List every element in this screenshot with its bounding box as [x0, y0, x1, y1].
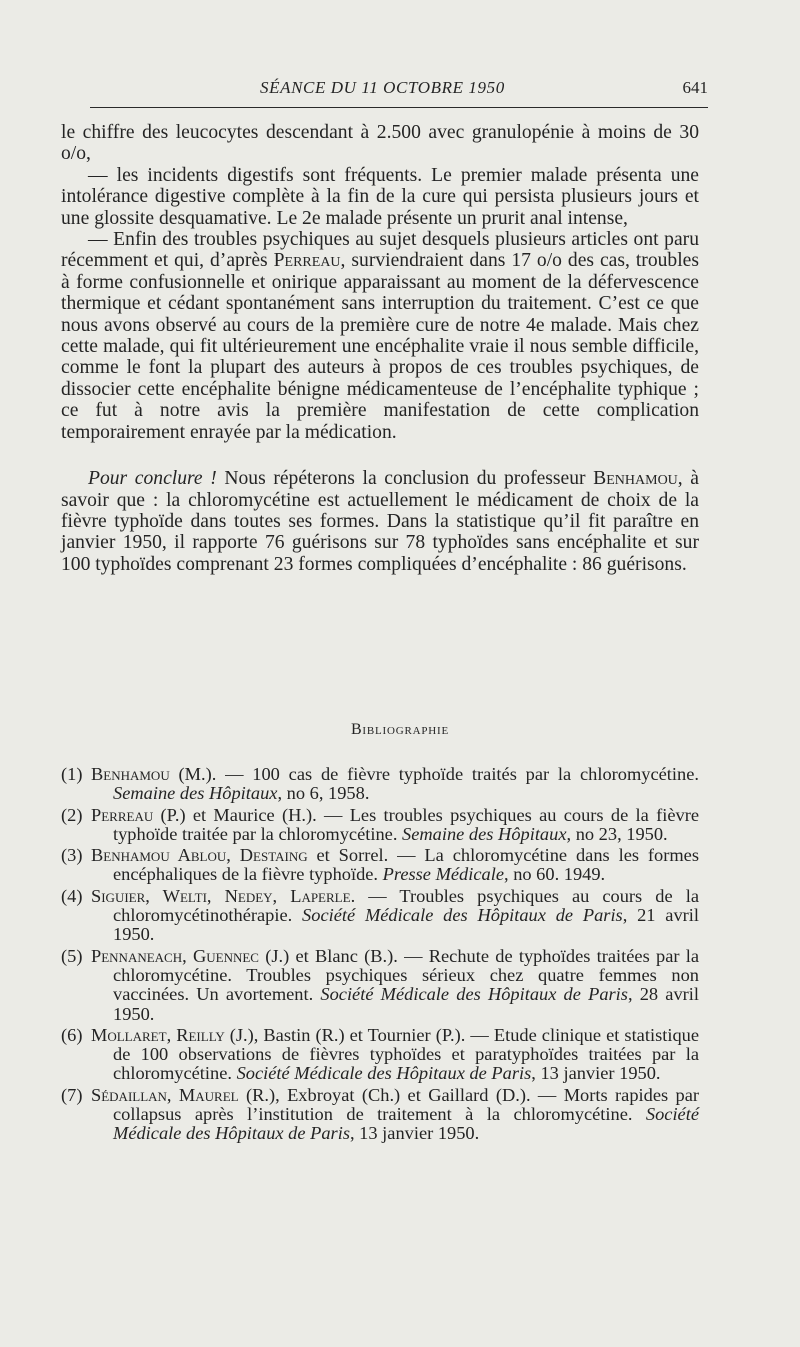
reference-text — [91, 806, 699, 845]
reference-authors: Sédaillan, Maurel — [91, 1084, 239, 1105]
author-name: Perreau — [273, 250, 341, 272]
reference-authors: Mollaret, Reilly — [91, 1024, 225, 1045]
reference-text — [91, 765, 699, 804]
paragraph-text: , à savoir que : la chloromycétine est actuellement le médicament de choix de la fièvre typhoïde dans toutes ses formes. Dans la statistique qu’il fit paraître en janvier 1950, il rapporte 76 guérisons sur 78 typhoïdes sans encéphalite et sur 100 typhoïdes comprenant 23 formes compliquées d’encéphalite : 86 guérisons. — [61, 468, 699, 575]
reference-authors: Benhamou — [91, 764, 170, 784]
reference-tail: , 13 janvier 1950. — [349, 1123, 480, 1144]
reference-source: Semaine des Hôpitaux — [113, 783, 278, 804]
bibliography-entry — [61, 947, 699, 1024]
reference-authors: Pennaneach, Guennec — [91, 945, 259, 966]
reference-text — [91, 1026, 699, 1084]
reference-source: Société Médicale des Hôpitaux de Paris — [236, 1063, 532, 1084]
reference-text — [91, 947, 699, 1024]
page-number: 641 — [682, 78, 708, 97]
reference-source: Presse Médicale — [382, 864, 504, 885]
reference-tail: , 21 avril 1950. — [113, 905, 699, 945]
reference-number: (6) — [61, 1024, 83, 1045]
reference-title: (M.). — 100 cas de fièvre typhoïde traités par la chloromycétine. — [169, 764, 699, 784]
reference-source: Société Médicale des Hôpitaux de Paris — [302, 905, 623, 926]
article-body — [61, 122, 699, 575]
bibliography-entry — [61, 1026, 699, 1084]
reference-tail: , no 23, 1950. — [566, 823, 668, 844]
reference-title: (R.), Exbroyat (Ch.) et Gaillard (D.). — Morts rapides par collapsus après l’institution de traitement à la chloromycétine. — [113, 1084, 699, 1125]
bibliography-entry — [61, 765, 699, 804]
paragraph-text: Nous répéterons la conclusion du professeur — [216, 468, 594, 490]
reference-text — [91, 846, 699, 885]
reference-title: et Sorrel. — La chloromycétine dans les formes encéphaliques de la fièvre typhoïde. — [113, 845, 699, 885]
paragraph-conclusion — [61, 468, 699, 575]
reference-tail: , no 6, 1958. — [277, 783, 370, 804]
bibliography-entry — [61, 1086, 699, 1144]
reference-number: (4) — [61, 885, 83, 906]
reference-number: (5) — [61, 945, 83, 966]
reference-title: (J.) et Blanc (B.). — Rechute de typhoïdes traitées par la chloromycétine. Troubles psychiques sérieux chez quatre femmes non vaccinées. Un avortement. — [113, 945, 699, 1005]
reference-source: Société Médicale des Hôpitaux de Paris — [113, 1104, 699, 1144]
reference-source: Société Médicale des Hôpitaux de Paris — [320, 984, 628, 1005]
paragraph-psychic-troubles — [61, 229, 699, 443]
conclusion-lead: Pour conclure ! — [88, 468, 217, 490]
reference-title: (J.), Bastin (R.) et Tournier (P.). — Etude clinique et statistique de 100 observations de fièvres typhoïdes et paratyphoïdes traitées par la chloromycétine. — [113, 1024, 699, 1084]
reference-number: (3) — [61, 845, 83, 866]
reference-text — [91, 1086, 699, 1144]
reference-authors: Benhamou Ablou, Destaing — [91, 845, 308, 866]
bibliography-entry — [61, 846, 699, 885]
paragraph-text: , surviendraient dans 17 o/o des cas, troubles à forme confusionnelle et onirique apparaissant au moment de la défervescence thermique et cédant spontanément sans interruption du traitement. C’est ce que nous avons observé au cours de la première cure de notre 4e malade. Mais chez cette malade, qui fit ultérieurement une encéphalite vraie il nous semble difficile, comme le font la plupart des auteurs à propos de ces troubles psychiques, de dissocier cette encéphalite bénigne médicamenteuse de l’encéphalite typhique ; ce fut à notre avis la première manifestation de cette complication temporairement enrayée par la médication. — [61, 250, 699, 443]
reference-tail: , 28 avril 1950. — [113, 984, 699, 1024]
reference-text — [91, 887, 699, 945]
reference-number: (2) — [61, 804, 83, 825]
reference-source: Semaine des Hôpitaux — [402, 823, 567, 844]
reference-authors: Siguier, Welti, Nedey, Laperle — [91, 885, 351, 906]
bibliography-entry — [61, 887, 699, 945]
reference-number: (1) — [61, 764, 83, 784]
running-title: SÉANCE DU 11 OCTOBRE 1950 — [260, 78, 505, 97]
paragraph-digestive-incidents: — les incidents digestifs sont fréquents. Le premier malade présenta une intolérance digestive complète à la fin de la cure qui persista plusieurs jours et une glossite desquamative. Le 2e malade présente un prurit anal intense, — [61, 164, 699, 229]
reference-title: . — Troubles psychiques au cours de la chloromycétinothérapie. — [113, 885, 699, 926]
reference-tail: , 13 janvier 1950. — [531, 1063, 661, 1084]
reference-authors: Perreau — [91, 804, 154, 825]
author-name: Benhamou — [593, 468, 678, 490]
header-rule — [90, 107, 708, 108]
paragraph-text: — Enfin des troubles psychiques au sujet desquels plusieurs articles ont paru récemment et qui, d’après — [61, 229, 699, 272]
page-header — [90, 78, 708, 102]
bibliography-heading: Bibliographie — [350, 721, 450, 738]
reference-title: (P.) et Maurice (H.). — Les troubles psychiques au cours de la fièvre typhoïde traitée par la chloromycétine. — [113, 804, 699, 844]
reference-tail: , no 60. 1949. — [504, 864, 606, 885]
bibliography-list — [61, 765, 699, 1146]
bibliography-entry — [61, 806, 699, 845]
paragraph-leucocytes: le chiffre des leucocytes descendant à 2.500 avec granulopénie à moins de 30 o/o, — [61, 122, 699, 165]
reference-number: (7) — [61, 1084, 83, 1105]
